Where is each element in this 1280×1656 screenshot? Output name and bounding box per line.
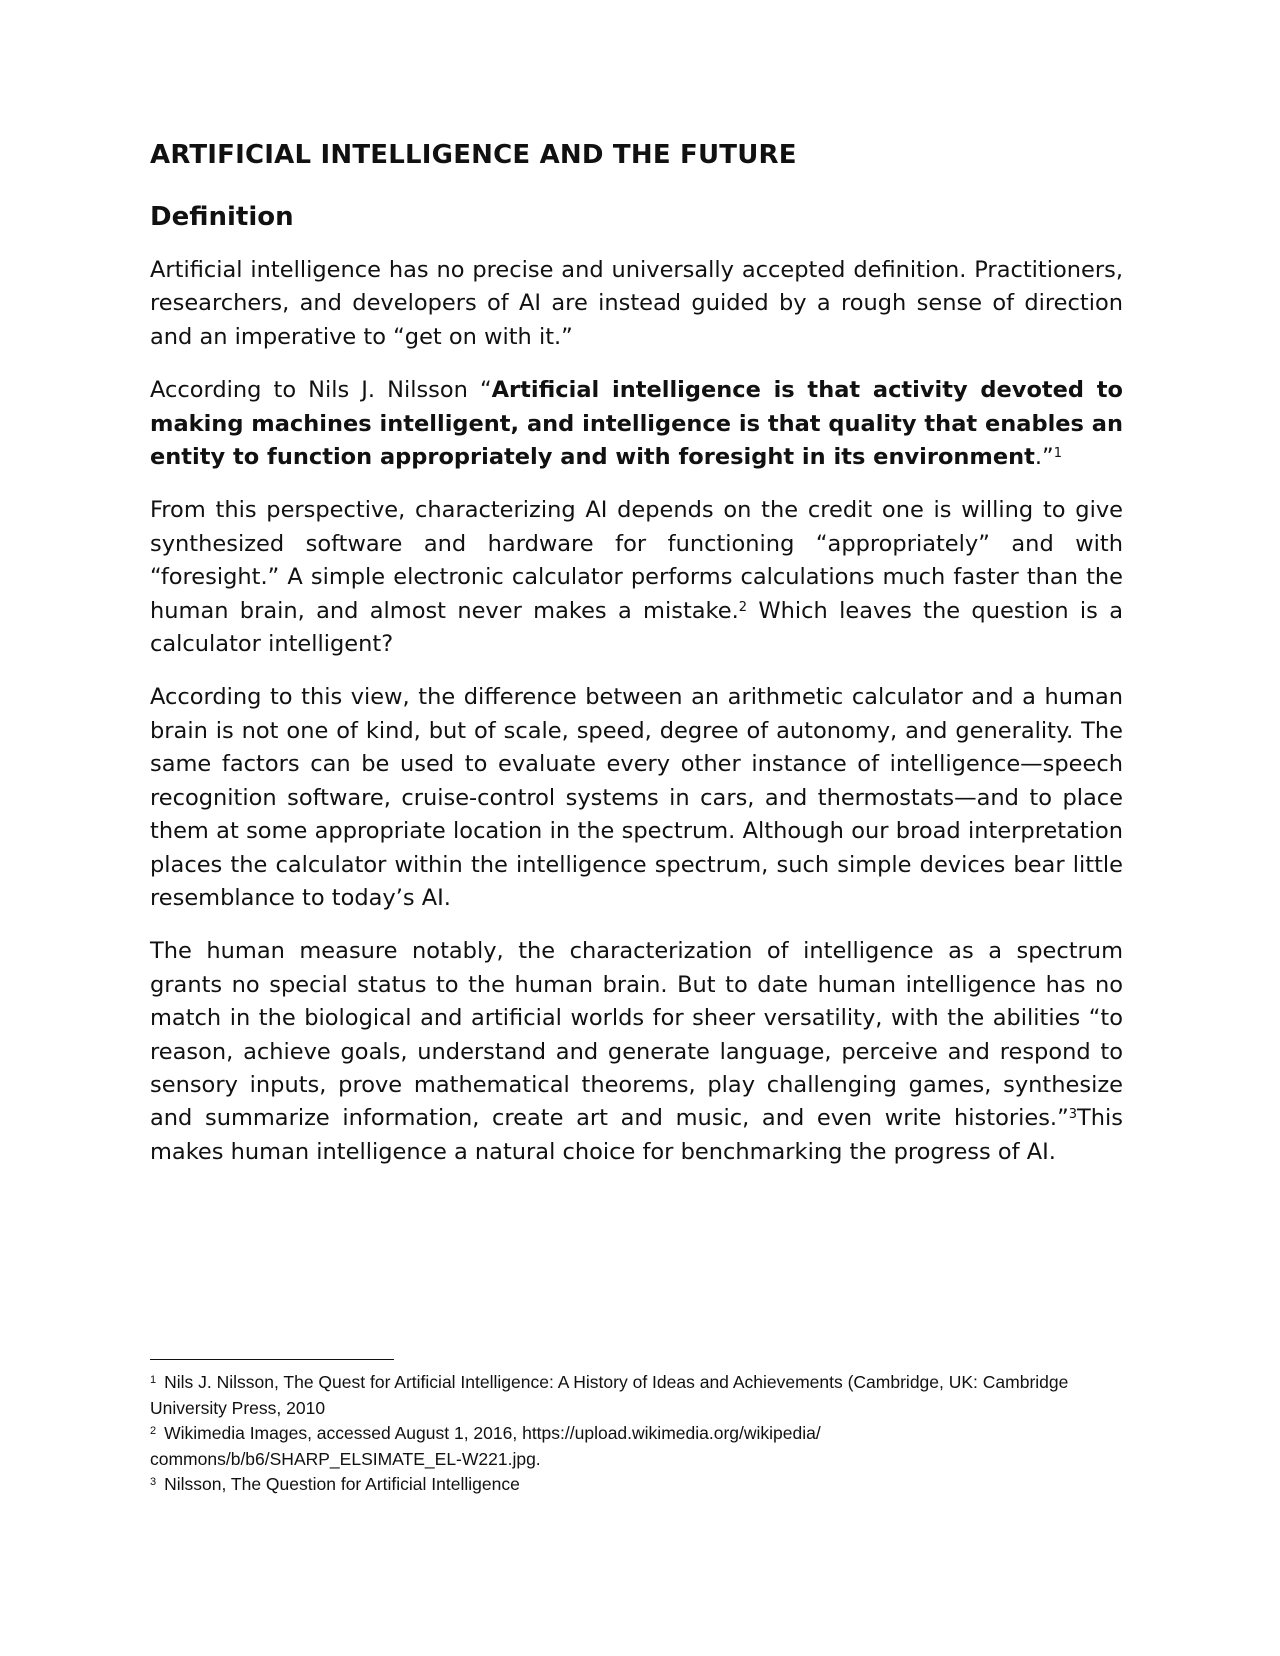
paragraph-5-tail: This makes human intelligence a natural choice for benchmarking the progress of AI. xyxy=(150,1105,1123,1165)
paragraph-2 xyxy=(150,374,1123,474)
document-body xyxy=(150,140,1123,1189)
paragraph-3-text: From this perspective, characterizing AI depends on the credit one is willing to give synthesized software and hardware for functioning “appropriately” and with “foresight.” A simple electronic calculator performs calculations much faster than the human brain, and almost never makes a mistake. xyxy=(150,497,1123,624)
paragraph-1: Artificial intelligence has no precise and universally accepted definition. Practitioners, researchers, and developers of AI are instead guided by a rough sense of direction and an imperative to “get on with it.” xyxy=(150,257,1123,350)
document-title: ARTIFICIAL INTELLIGENCE AND THE FUTURE xyxy=(150,140,797,170)
footnote-2 xyxy=(150,1421,1090,1472)
footnote-ref-1[interactable]: 1 xyxy=(1053,446,1062,462)
paragraph-2-prefix: According to Nils J. Nilsson “ xyxy=(150,377,492,404)
footnote-number: 2 xyxy=(150,1425,157,1437)
nilsson-quote: Artificial intelligence is that activity devoted to making machines intelligent, and intelligence is that quality that enables an entity to function appropriately and with foresight in its environment xyxy=(150,377,1123,471)
footnote-separator xyxy=(150,1359,394,1360)
footnote-text: Nils J. Nilsson, The Quest for Artificial Intelligence: A History of Ideas and Achievements (Cambridge, UK: Cambridge University Press, 2010 xyxy=(150,1372,1069,1418)
paragraph-5 xyxy=(150,935,1123,1169)
paragraph-3-tail: Which leaves the question is a calculator intelligent? xyxy=(150,597,1124,658)
paragraph-5-text: The human measure notably, the characterization of intelligence as a spectrum grants no special status to the human brain. But to date human intelligence has no match in the biological and artificial worlds for sheer versatility, with the abilities “to reason, achieve goals, understand and generate language, perceive and respond to sensory inputs, prove mathematical theorems, play challenging games, synthesize and summarize information, create art and music, and even write histories.” xyxy=(150,938,1123,1132)
footnote-ref-2[interactable]: 2 xyxy=(738,599,748,615)
footnote-number: 1 xyxy=(150,1374,157,1386)
footnotes-section xyxy=(150,1359,1090,1498)
paragraph-4: According to this view, the difference between an arithmetic calculator and a human brain is not one of kind, but of scale, speed, degree of autonomy, and generality. The same factors can be used to evaluate every other instance of intelligence—speech recognition software, cruise-control systems in cars, and thermostats—and to place them at some appropriate location in the spectrum. Although our broad interpretation places the calculator within the intelligence spectrum, such simple devices bear little resemblance to today’s AI. xyxy=(150,684,1123,911)
footnote-ref-3[interactable]: 3 xyxy=(1068,1107,1078,1123)
section-heading-definition: Definition xyxy=(150,202,294,232)
footnote-number: 3 xyxy=(150,1476,157,1488)
paragraph-2-suffix: .” xyxy=(1034,444,1054,471)
footnote-3 xyxy=(150,1472,1090,1498)
paragraph-3 xyxy=(150,494,1123,661)
footnote-1 xyxy=(150,1370,1090,1421)
footnote-text: Nilsson, The Question for Artificial Intelligence xyxy=(164,1474,520,1494)
footnote-text: Wikimedia Images, accessed August 1, 2016, https://upload.wikimedia.org/wikipedia/ commons/b/b6/SHARP_ELSIMATE_EL-W221.jpg. xyxy=(150,1423,821,1469)
